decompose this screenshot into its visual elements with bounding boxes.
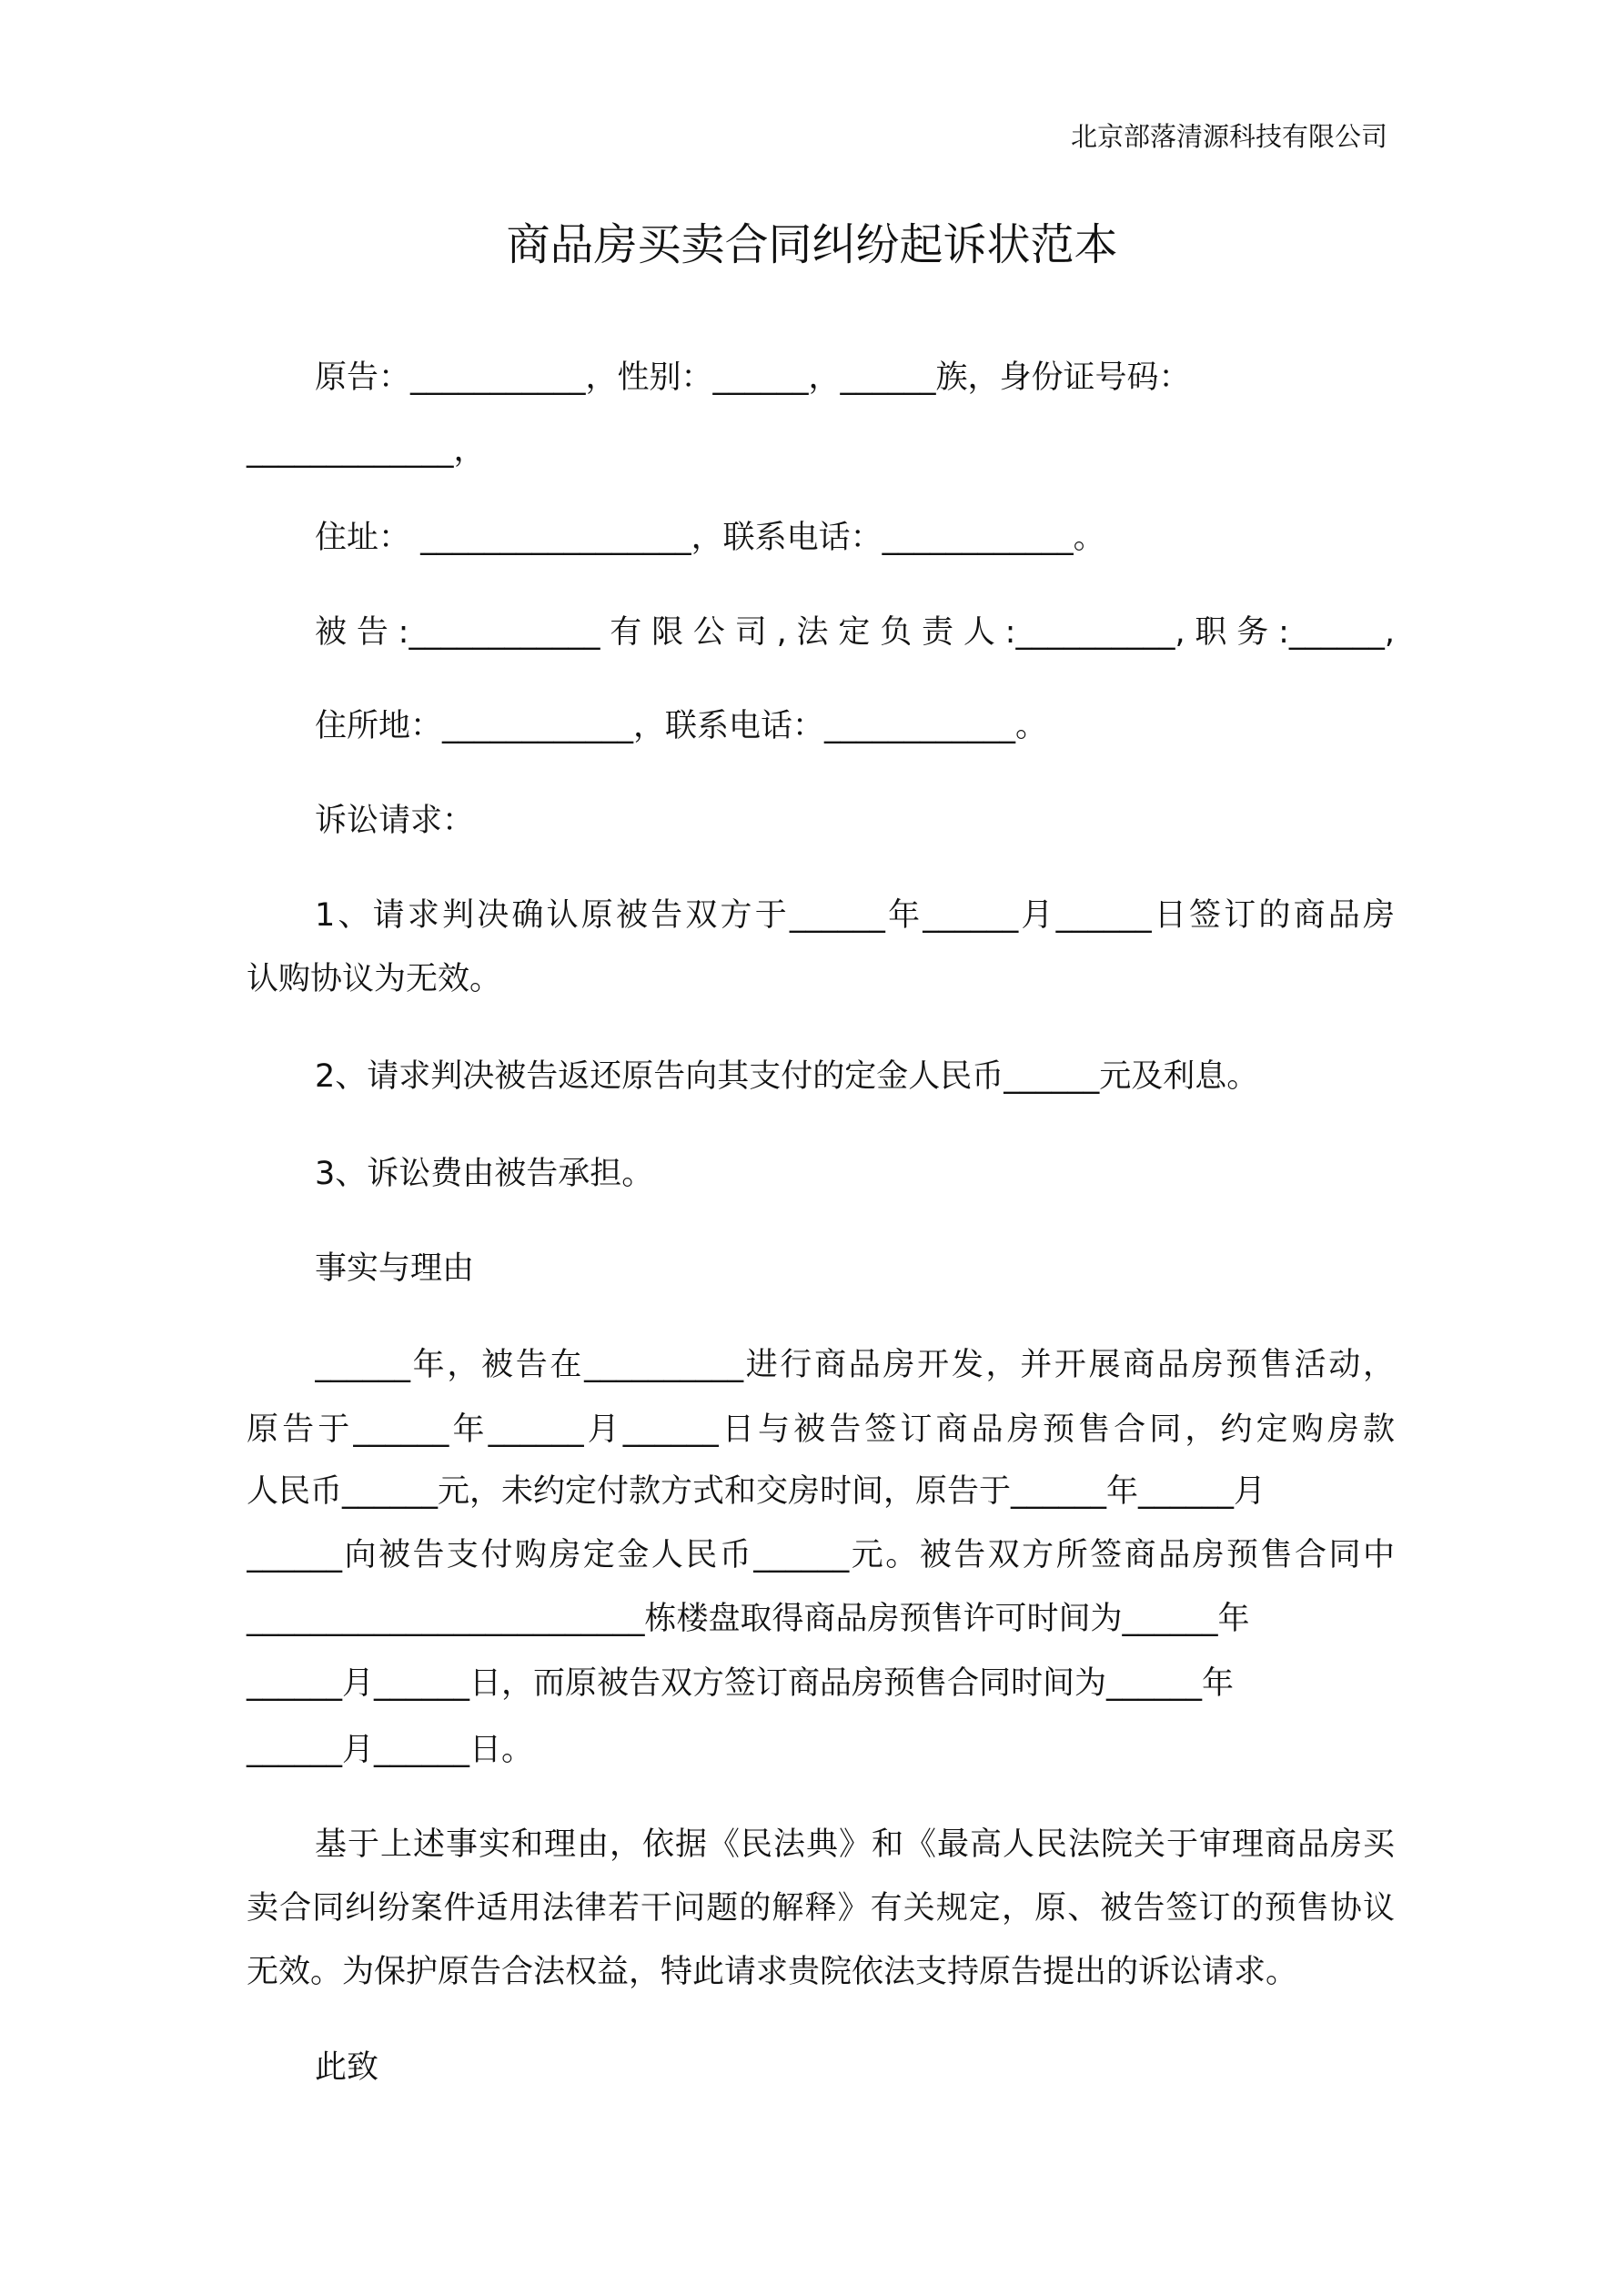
plaintiff-id-line: _____________， — [247, 432, 486, 469]
defendant-address-line: 住所地：____________，联系电话：____________。 — [315, 708, 1048, 744]
closing-salutation: 此致 — [315, 2049, 379, 2086]
plaintiff-line: 原告：___________，性别：______，______族，身份证号码： — [315, 359, 1191, 396]
defendant-line: 被告:____________有限公司,法定负责人:__________,职务:______, — [315, 614, 1395, 651]
claim-1-line-2: 认购协议为无效。 — [247, 961, 502, 997]
facts-heading: 事实与理由 — [315, 1250, 475, 1287]
facts-line: ______月______日。 — [247, 1732, 534, 1768]
company-header: 北京部落清源科技有限公司 — [1070, 121, 1387, 152]
facts-line: ______年，被告在__________进行商品房开发，并开展商品房预售活动， — [315, 1347, 1395, 1383]
conclusion-line: 无效。为保护原告合法权益，特此请求贵院依法支持原告提出的诉讼请求。 — [247, 1954, 1298, 1990]
document-title: 商品房买卖合同纠纷起诉状范本 — [506, 219, 1118, 270]
claim-2: 2、请求判决被告返还原告向其支付的定金人民币______元及利息。 — [315, 1058, 1259, 1095]
conclusion-line: 卖合同纠纷案件适用法律若干问题的解释》有关规定，原、被告签订的预售协议 — [247, 1890, 1395, 1927]
facts-line: _________________________栋楼盘取得商品房预售许可时间为______年 — [247, 1601, 1250, 1637]
facts-line: ______月______日，而原被告双方签订商品房预售合同时间为______年 — [247, 1665, 1235, 1702]
facts-line: 原告于______年______月______日与被告签订商品房预售合同，约定购房款 — [247, 1411, 1395, 1448]
plaintiff-address-line: 住址： _________________，联系电话：____________。 — [315, 520, 1105, 556]
claim-3: 3、诉讼费由被告承担。 — [315, 1156, 654, 1192]
claim-1-line-1: 1、请求判决确认原被告双方于______年______月______日签订的商品房 — [315, 897, 1395, 934]
facts-line: ______向被告支付购房定金人民币______元。被告双方所签商品房预售合同中 — [247, 1537, 1395, 1573]
conclusion-line: 基于上述事实和理由，依据《民法典》和《最高人民法院关于审理商品房买 — [315, 1826, 1395, 1863]
claims-heading: 诉讼请求： — [315, 803, 475, 839]
facts-line: 人民币______元，未约定付款方式和交房时间，原告于______年______月 — [247, 1473, 1266, 1510]
